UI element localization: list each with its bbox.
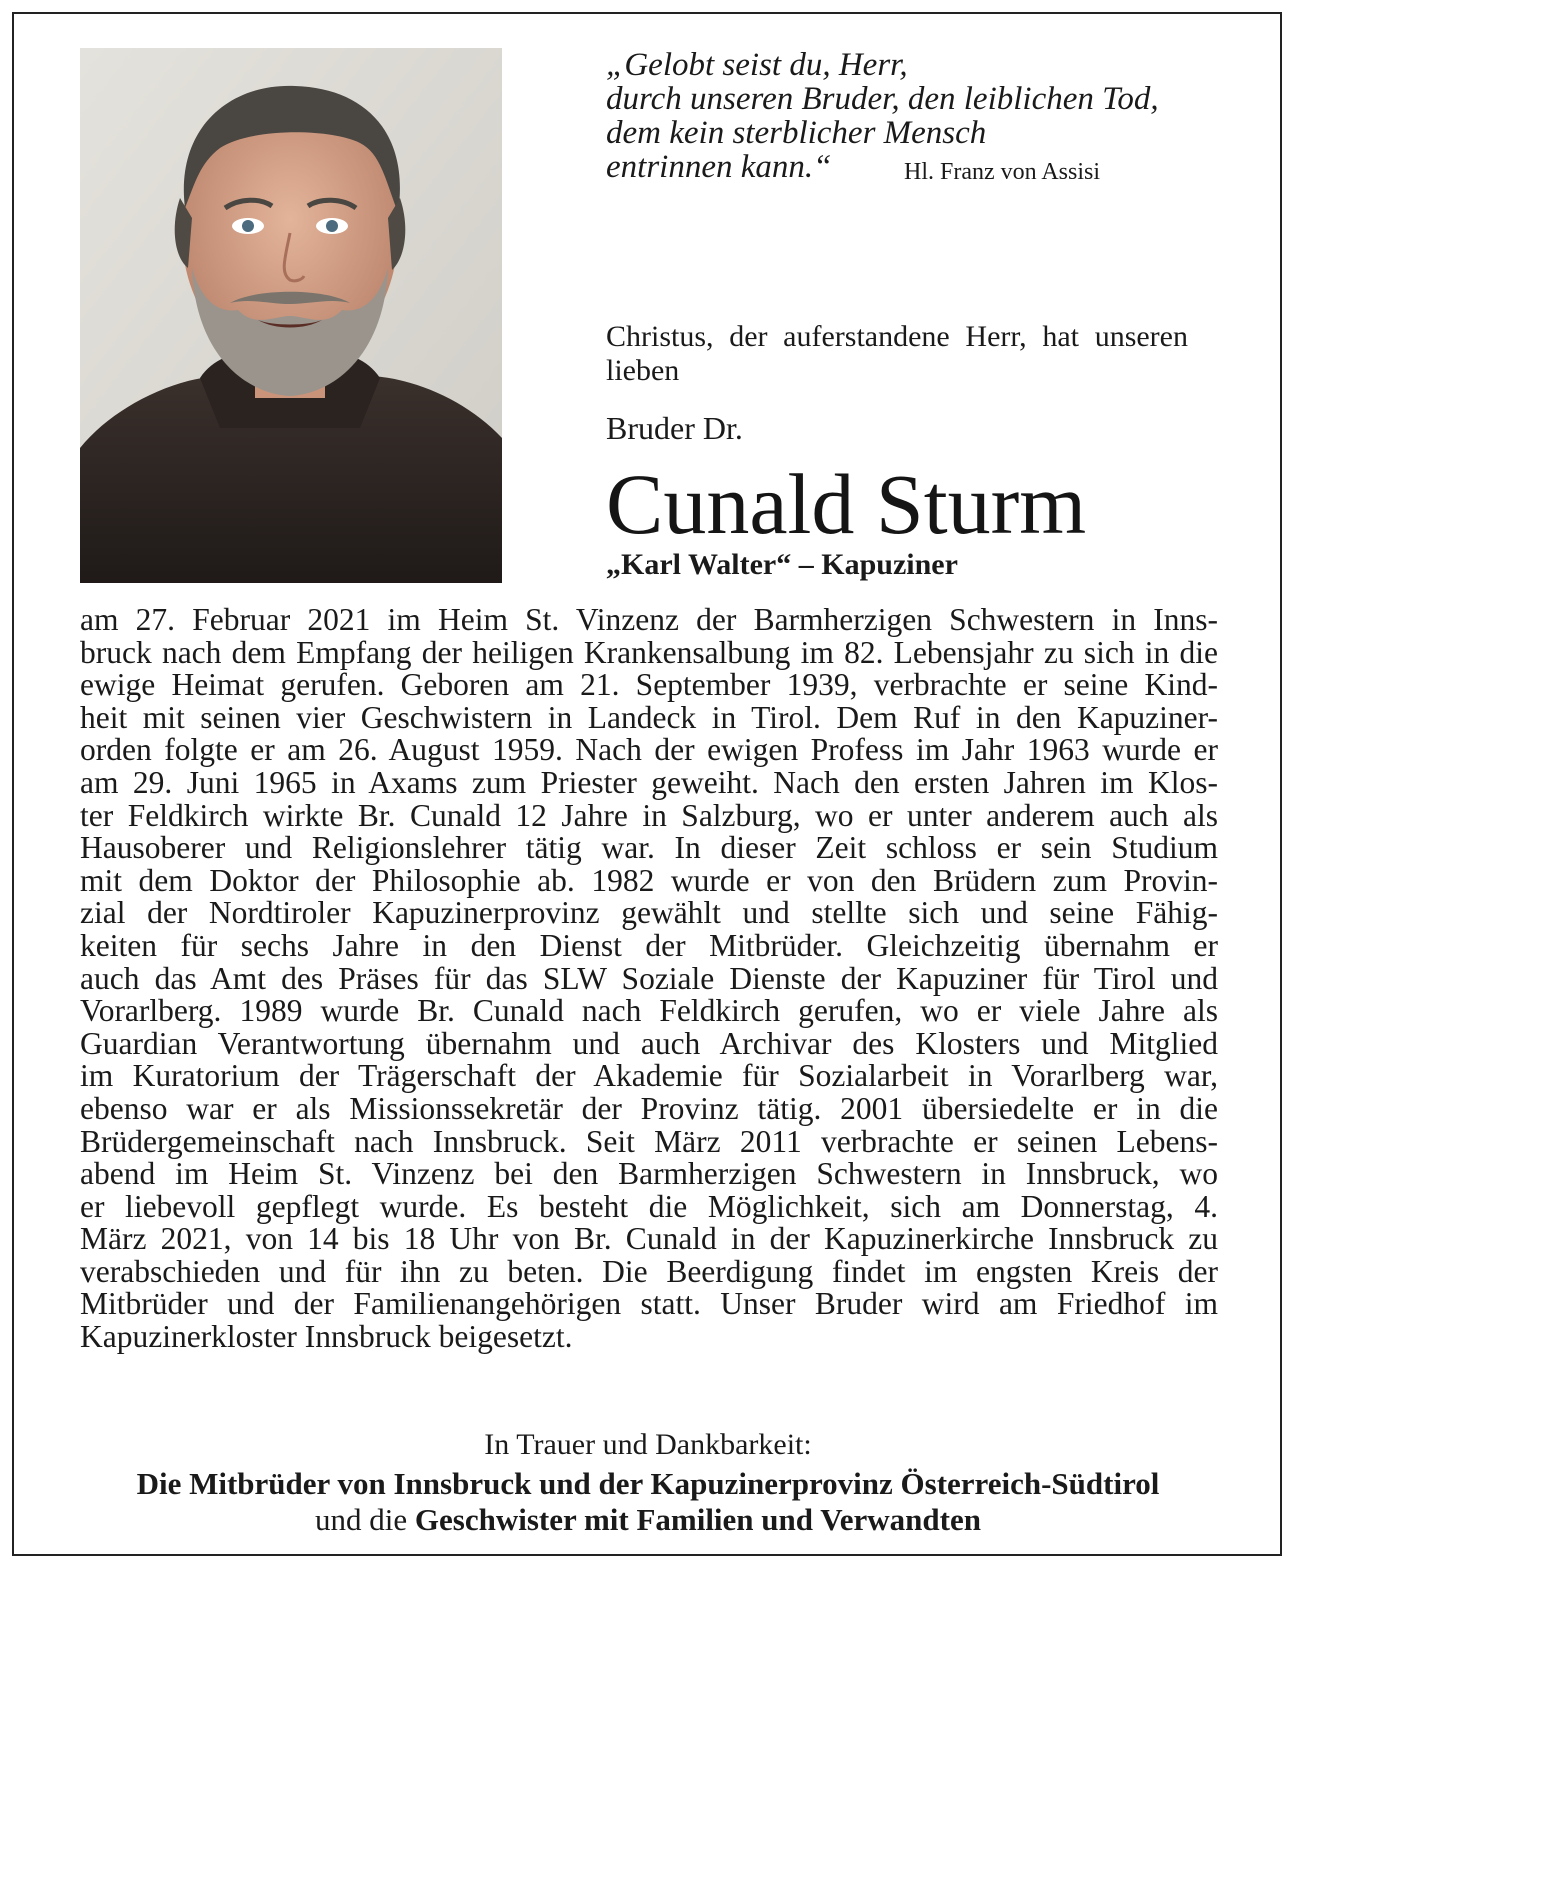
body-line: verabschieden und für ihn zu beten. Die Beerdigung findet im engsten Kreis der: [80, 1253, 1218, 1289]
body-line: ebenso war er als Missionssekretär der Provinz tätig. 2001 übersiedelte er in die: [80, 1090, 1218, 1126]
title-prefix: Bruder Dr.: [606, 410, 743, 446]
quote-line: „Gelobt seist du, Herr,: [606, 47, 908, 83]
body-line: Guardian Verantwortung übernahm und auch Archivar des Klosters und Mitglied: [80, 1025, 1218, 1061]
body-line: ewige Heimat gerufen. Geboren am 21. September 1939, verbrachte er seine Kind-: [80, 667, 1218, 703]
signer-line-2-bold: Geschwister mit Familien und Verwandten: [414, 1502, 981, 1537]
body-line: heit mit seinen vier Geschwistern in Landeck in Tirol. Dem Ruf in den Kapuziner-: [80, 699, 1218, 735]
body-line: abend im Heim St. Vinzenz bei den Barmherzigen Schwestern in Innsbruck, wo: [80, 1156, 1218, 1192]
signer-line-2-prefix: und die: [315, 1502, 408, 1537]
body-line: ter Feldkirch wirkte Br. Cunald 12 Jahre in Salzburg, wo er unter anderem auch als: [80, 797, 1218, 833]
signers-block: [0, 1466, 1296, 1538]
body-line: im Kuratorium der Trägerschaft der Akademie für Sozialarbeit in Vorarlberg war,: [80, 1058, 1218, 1094]
body-line: März 2021, von 14 bis 18 Uhr von Br. Cunald in der Kapuzinerkirche Innsbruck zu: [80, 1221, 1218, 1257]
body-line: Mitbrüder und der Familienangehörigen statt. Unser Bruder wird am Friedhof im: [80, 1286, 1218, 1322]
body-line: mit dem Doktor der Philosophie ab. 1982 wurde er von den Brüdern zum Provin-: [80, 862, 1218, 898]
baptismal-and-order-name: „Karl Walter“ – Kapuziner: [606, 548, 958, 581]
body-line: am 29. Juni 1965 in Axams zum Priester geweiht. Nach den ersten Jahren im Klos-: [80, 764, 1218, 800]
body-line: Kapuzinerkloster Innsbruck beigesetzt.: [80, 1319, 573, 1355]
body-line: am 27. Februar 2021 im Heim St. Vinzenz der Barmherzigen Schwestern in Inns-: [80, 602, 1218, 637]
body-line: auch das Amt des Präses für das SLW Soziale Dienste der Kapuziner für Tirol und: [80, 960, 1218, 996]
body-line: Hausoberer und Religionslehrer tätig war. In dieser Zeit schloss er sein Studium: [80, 830, 1218, 866]
body-line: Vorarlberg. 1989 wurde Br. Cunald nach Feldkirch gerufen, wo er viele Jahre als: [80, 993, 1218, 1029]
portrait-illustration: [80, 48, 502, 583]
quote-source: Hl. Franz von Assisi: [904, 159, 1101, 185]
body-line: zial der Nordtiroler Kapuzinerprovinz gewählt und stellte sich und seine Fähig-: [80, 895, 1218, 931]
announcement-intro: Christus, der auferstandene Herr, hat unseren lieben: [606, 320, 1188, 387]
quote-line: dem kein sterblicher Mensch: [606, 115, 987, 151]
signer-line-1: Die Mitbrüder von Innsbruck und der Kapuzinerprovinz Österreich-Südtirol: [136, 1466, 1160, 1501]
body-line: keiten für sechs Jahre in den Dienst der Mitbrüder. Gleichzeitig übernahm er: [80, 927, 1218, 963]
portrait-photo: [80, 48, 502, 583]
signer-line-2: [0, 1502, 1296, 1538]
quote-line: durch unseren Bruder, den leiblichen Tod,: [606, 81, 1159, 117]
mourning-line: In Trauer und Dankbarkeit:: [484, 1428, 812, 1461]
obituary-body: [80, 604, 1218, 1354]
body-line: Brüdergemeinschaft nach Innsbruck. Seit März 2011 verbrachte er seinen Lebens-: [80, 1123, 1218, 1159]
deceased-name: Cunald Sturm: [606, 456, 1087, 552]
body-line: bruck nach dem Empfang der heiligen Krankensalbung im 82. Lebensjahr zu sich in die: [80, 634, 1218, 670]
quote-line: entrinnen kann.“: [606, 149, 832, 185]
body-line: er liebevoll gepflegt wurde. Es besteht die Möglichkeit, sich am Donnerstag, 4.: [80, 1188, 1218, 1224]
body-line: orden folgte er am 26. August 1959. Nach der ewigen Profess im Jahr 1963 wurde er: [80, 732, 1218, 768]
